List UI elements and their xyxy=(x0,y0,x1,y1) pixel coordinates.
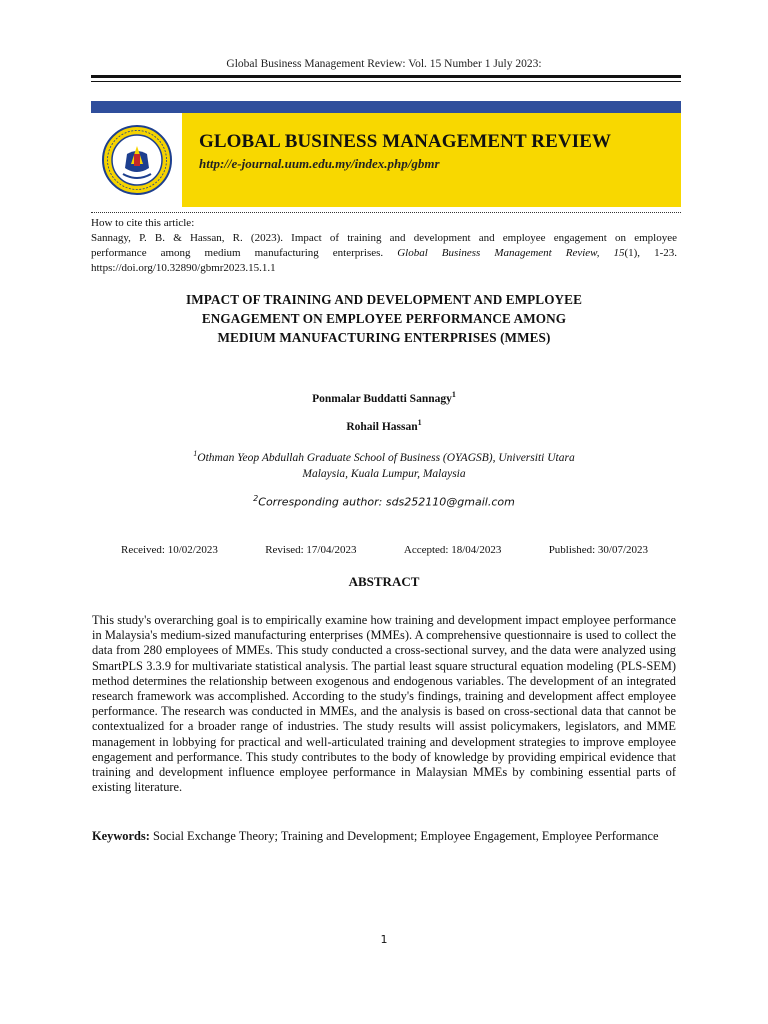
keywords xyxy=(92,829,676,844)
dotted-divider xyxy=(91,212,681,213)
keywords-label: Keywords: xyxy=(92,829,150,843)
author-2: Rohail Hassan$^1$ xyxy=(346,418,422,433)
date-revised: Revised: 17/04/2023 xyxy=(265,544,357,556)
page-number: 1 xyxy=(380,933,388,946)
date-accepted: Accepted: 18/04/2023 xyxy=(403,544,502,556)
header-rule-thin xyxy=(91,81,681,82)
affiliation: $^1$Othman Yeop Abdullah Graduate School of Business (OYAGSB), Universiti Utara Malaysia, Kuala Lumpur, Malaysia xyxy=(193,449,575,480)
abstract-body: This study's overarching goal is to empirically examine how training and development impact employee performance in Malaysia's medium-sized manufacturing enterprises (MMEs). A comprehensive questionnaire is used to collect the data from 280 employees of MMEs. This study conducted a cross-sectional survey, and the data were analyzed using SmartPLS 3.3.9 for multivariate statistical analysis. The partial least square structural equation modeling (PLS-SEM) method determines the relationship between exogenous and endogenous variables. The development of an integrated research framework was accomplished. According to the study's findings, training and development affect employee performance. The research was conducted in MMEs, and the analysis is based on cross-sectional data that cannot be contextualized for a broader range of industries. The study results will assist policymakers, legislators, and MME management in lobbying for practical and well-articulated training and development strategies to improve employee engagement and performance. This study contributes to the body of knowledge by providing empirical evidence that training and development influence employee performance in Malaysian MMEs by combining essential parts of existing literature. xyxy=(92,613,676,795)
running-head: Global Business Management Review: Vol. 15 Number 1 July 2023: xyxy=(226,58,542,70)
paper-title-line-2: ENGAGEMENT ON EMPLOYEE PERFORMANCE AMONG xyxy=(201,311,567,326)
citation-block xyxy=(91,216,677,276)
seal-icon xyxy=(101,124,173,196)
keywords-text: Social Exchange Theory; Training and Development; Employee Engagement, Employee Performance xyxy=(152,829,659,843)
paper-title xyxy=(120,290,648,347)
header-rule-thick xyxy=(91,75,681,78)
citation-journal: Global Business Management Review, 15 xyxy=(397,247,625,259)
citation-doi[interactable]: https://doi.org/10.32890/gbmr2023.15.1.1 xyxy=(91,262,276,274)
date-published: Published: 30/07/2023 xyxy=(548,544,648,556)
date-received: Received: 10/02/2023 xyxy=(121,544,218,556)
citation-line-2: performance among medium manufacturing enterprises. Global Business Management Review, 15(1), 1-23. xyxy=(91,247,677,259)
journal-url[interactable]: http://e-journal.uum.edu.my/index.php/gbmr xyxy=(199,156,440,171)
corresponding-author: $^2$Corresponding author: sds252110@gmail.com xyxy=(253,494,515,509)
article-dates xyxy=(121,544,648,556)
paper-title-line-3: MEDIUM MANUFACTURING ENTERPRISES (MMES) xyxy=(217,330,551,345)
journal-banner xyxy=(91,101,681,207)
journal-title: GLOBAL BUSINESS MANAGEMENT REVIEW xyxy=(199,131,612,152)
abstract-heading: ABSTRACT xyxy=(348,574,420,589)
paper-title-line-1: IMPACT OF TRAINING AND DEVELOPMENT AND EMPLOYEE xyxy=(186,292,582,307)
citation-label: How to cite this article: xyxy=(91,217,195,229)
university-seal-logo xyxy=(91,113,182,207)
author-1: Ponmalar Buddatti Sannagy$^1$ xyxy=(312,390,456,405)
citation-line-1: Sannagy, P. B. & Hassan, R. (2023). Impact of training and development and employee engagement on employee xyxy=(91,232,677,244)
